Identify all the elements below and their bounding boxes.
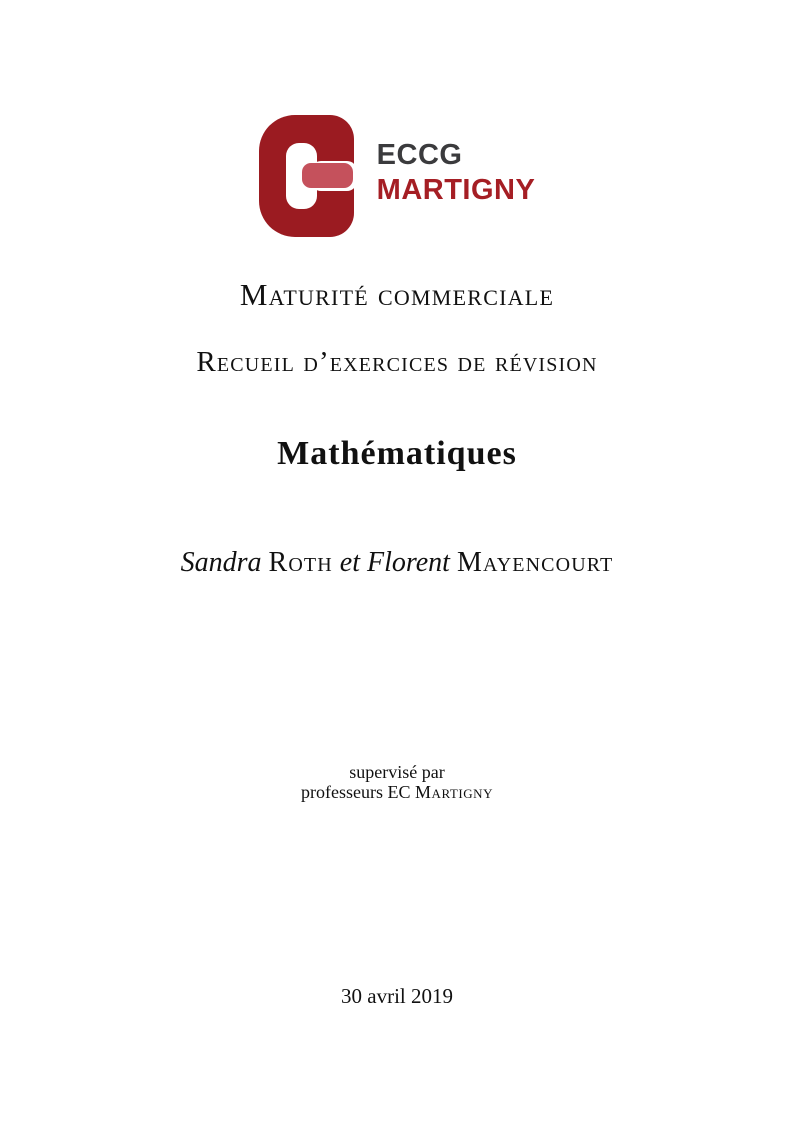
author-second-surname: Mayencourt <box>456 547 614 578</box>
logo-wordmark <box>377 115 536 205</box>
author-first-given-name: Sandra <box>180 547 262 578</box>
program-title: Maturité commerciale <box>239 277 555 312</box>
supervision-line2 <box>0 782 794 802</box>
logo-school-name: ECCG <box>376 139 463 171</box>
booklet-subtitle: Recueil d’exercices de révision <box>196 346 598 378</box>
supervision-line1: supervisé par <box>349 762 445 782</box>
logo-crossbar <box>302 163 353 188</box>
author-first-surname: Roth <box>268 547 333 578</box>
author-second-given-name: Florent <box>367 547 450 578</box>
subject-title: Mathématiques <box>277 435 517 472</box>
authors-line <box>0 549 794 577</box>
logo-city-name: MARTIGNY <box>376 174 536 206</box>
eccg-g-monogram-icon <box>259 115 354 237</box>
supervision-line2-prefix: professeurs EC <box>300 782 411 802</box>
authors-connector: et <box>339 547 361 578</box>
eccg-logo-group <box>259 115 536 237</box>
eccg-logo <box>0 115 794 237</box>
supervision-school-name: Martigny <box>414 782 494 802</box>
publication-date: 30 avril 2019 <box>341 984 453 1008</box>
supervision-block <box>0 762 794 802</box>
